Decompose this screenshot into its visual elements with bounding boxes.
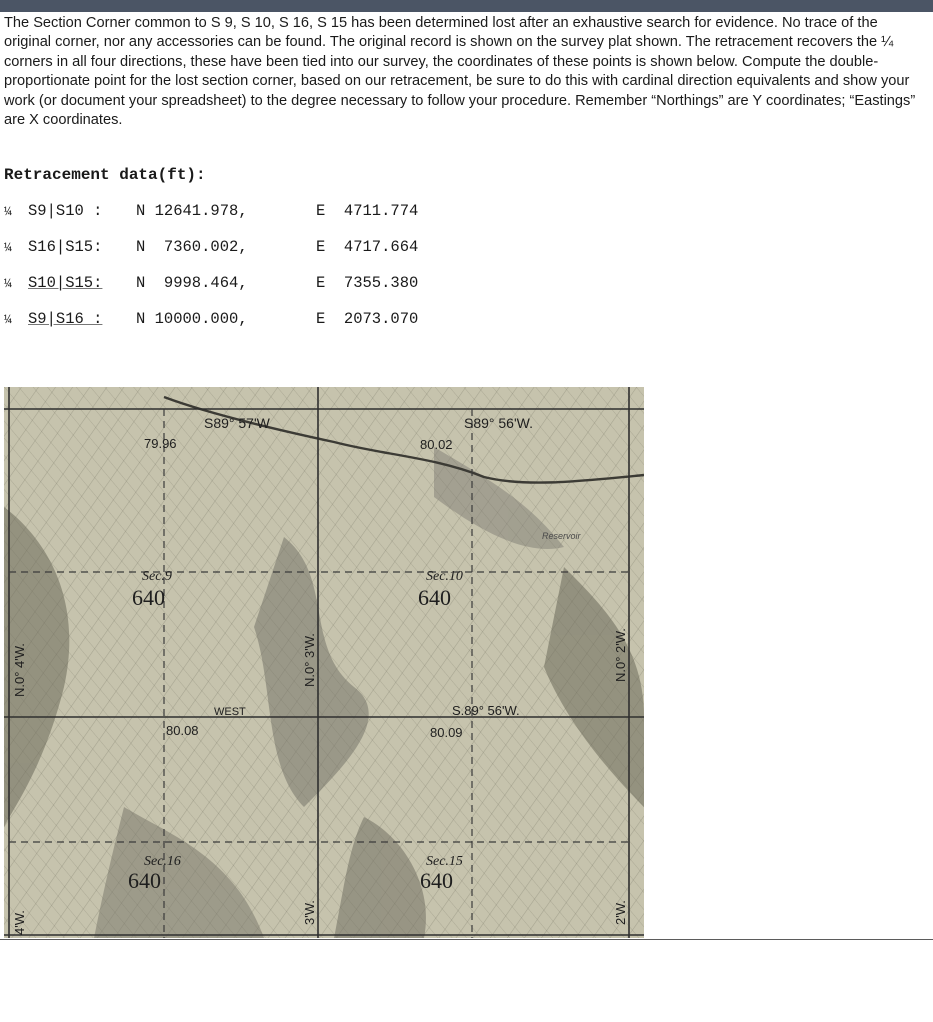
dist-top-left: 79.96 [144,436,177,451]
quarter-symbol: ¼ [4,276,12,291]
area10-label: 640 [418,585,451,610]
list-item [4,310,418,346]
retracement-heading: Retracement data(ft): [4,166,206,184]
bearing-top-right: S89° 56'W. [464,415,533,431]
point-label: S16|S15: [28,238,103,256]
easting-value: E 4717.664 [316,238,419,256]
easting-value: E 4711.774 [316,202,419,220]
sec15-label: Sec.15 [426,854,463,869]
list-item [4,274,418,310]
list-item [4,238,418,274]
quarter-symbol: ¼ [4,204,12,219]
terrain-hachure-cross [4,387,644,938]
bearing-top-left: S89° 57'W [204,415,270,431]
easting-value: E 2073.070 [316,310,419,328]
sec10-label: Sec.10 [426,569,463,584]
mid-left-label: WEST [214,706,246,718]
easting-value: E 7355.380 [316,274,419,292]
coordinate-list [4,202,418,346]
left-edge-label: N.0° 4'W. [12,643,27,697]
right-edge-label: N.0° 2'W. [613,628,628,682]
bottom-right-edge-label: 2'W. [613,900,628,925]
survey-plat-drawing [4,387,644,938]
bottom-left-edge-label: 4'W. [12,910,27,935]
point-label: S9|S10 : [28,202,103,220]
dist-top-right: 80.02 [420,437,453,452]
bottom-divider [0,939,933,940]
top-bar [0,0,933,12]
survey-plat-map [4,387,644,938]
problem-statement: The Section Corner common to S 9, S 10, S 16, S 15 has been determined lost after an exhaustive search for evidence. No trace of the original corner, nor any accessories can be found. The original record is shown on the survey plat shown. The retracement recovers the ¼ corners in all four directions, these have been tied into our survey, the coordinates of these points is shown below. Compute the double-proportionate point for the lost section corner, based on our retracement, be sure to do this with cardinal direction equivalents and show your work (or document your spreadsheet) to the degree necessary to follow your procedure. Remember “Northings” are Y coordinates; “Eastings” are X coordinates. [4,15,916,129]
northing-value: N 7360.002, [136,238,248,256]
reservoir-label: Reservoir [542,531,581,541]
dist-mid-left: 80.08 [166,723,199,738]
sec16-label: Sec.16 [144,854,181,869]
point-label: S9|S16 : [28,310,103,328]
list-item [4,202,418,238]
dist-mid-right: 80.09 [430,725,463,740]
bearing-mid-right: S.89° 56'W. [452,703,520,718]
point-label: S10|S15: [28,274,103,292]
bottom-center-vertical-label: 3'W. [302,900,317,925]
area16-label: 640 [128,868,161,893]
area9-label: 640 [132,585,165,610]
sec9-label: Sec.9 [142,569,172,584]
northing-value: N 12641.978, [136,202,248,220]
center-vertical-label: N.0° 3'W. [302,633,317,687]
northing-value: N 9998.464, [136,274,248,292]
northing-value: N 10000.000, [136,310,248,328]
quarter-symbol: ¼ [4,312,12,327]
area15-label: 640 [420,868,453,893]
quarter-symbol: ¼ [4,240,12,255]
